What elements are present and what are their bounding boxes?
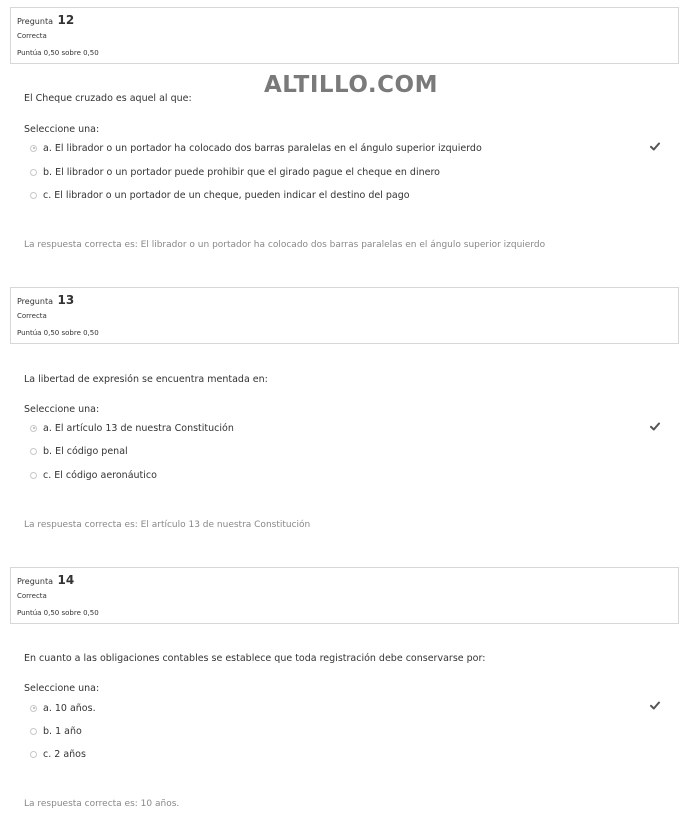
question-grade: Puntúa 0,50 sobre 0,50 — [17, 329, 99, 337]
radio-unchecked-icon[interactable] — [30, 169, 37, 176]
radio-checked-icon[interactable] — [30, 145, 37, 152]
option-label: a. 10 años. — [43, 702, 96, 714]
answer-option-12a[interactable] — [30, 141, 482, 155]
radio-unchecked-icon[interactable] — [30, 472, 37, 479]
question-number: 13 — [57, 293, 75, 307]
select-prompt-12: Seleccione una: — [24, 124, 100, 135]
answer-option-14c[interactable] — [30, 747, 86, 761]
radio-checked-icon[interactable] — [30, 705, 37, 712]
right-answer-13: La respuesta correcta es: El artículo 13 de nuestra Constitución — [24, 520, 311, 530]
radio-checked-icon[interactable] — [30, 425, 37, 432]
radio-unchecked-icon[interactable] — [30, 448, 37, 455]
right-answer-12: La respuesta correcta es: El librador o un portador ha colocado dos barras paralelas en el ángulo superior izquierdo — [24, 240, 546, 250]
check-icon — [650, 701, 660, 710]
option-label: a. El artículo 13 de nuestra Constitución — [43, 422, 234, 434]
question-state: Correcta — [17, 592, 47, 600]
radio-unchecked-icon[interactable] — [30, 751, 37, 758]
answer-option-12c[interactable] — [30, 188, 410, 202]
question-number: 12 — [57, 13, 75, 27]
question-label: Pregunta — [17, 297, 53, 306]
answer-option-12b[interactable] — [30, 165, 440, 179]
question-grade: Puntúa 0,50 sobre 0,50 — [17, 609, 99, 617]
question-text-12: El Cheque cruzado es aquel al que: — [24, 93, 192, 104]
option-label: c. 2 años — [43, 748, 86, 760]
option-label: a. El librador o un portador ha colocado dos barras paralelas en el ángulo superior izquierdo — [43, 142, 482, 154]
option-label: c. El código aeronáutico — [43, 469, 157, 481]
select-prompt-13: Seleccione una: — [24, 404, 100, 415]
question-info-13 — [10, 287, 679, 344]
answer-option-13c[interactable] — [30, 468, 157, 482]
radio-unchecked-icon[interactable] — [30, 192, 37, 199]
question-label: Pregunta — [17, 17, 53, 26]
select-prompt-14: Seleccione una: — [24, 683, 100, 694]
question-info-14 — [10, 567, 679, 624]
option-label: b. El librador o un portador puede prohibir que el girado pague el cheque en dinero — [43, 166, 440, 178]
option-label: b. El código penal — [43, 445, 128, 457]
answer-option-13a[interactable] — [30, 421, 234, 435]
question-text-13: La libertad de expresión se encuentra mentada en: — [24, 374, 268, 385]
answer-option-13b[interactable] — [30, 444, 128, 458]
radio-unchecked-icon[interactable] — [30, 728, 37, 735]
option-label: b. 1 año — [43, 725, 82, 737]
question-label: Pregunta — [17, 577, 53, 586]
right-answer-14: La respuesta correcta es: 10 años. — [24, 799, 180, 809]
check-icon — [650, 142, 660, 151]
question-info-12 — [10, 7, 679, 64]
question-state: Correcta — [17, 32, 47, 40]
option-label: c. El librador o un portador de un cheque, pueden indicar el destino del pago — [43, 189, 410, 201]
question-state: Correcta — [17, 312, 47, 320]
question-grade: Puntúa 0,50 sobre 0,50 — [17, 49, 99, 57]
watermark-text: ALTILLO.COM — [264, 72, 438, 98]
check-icon — [650, 422, 660, 431]
question-number: 14 — [57, 573, 75, 587]
answer-option-14b[interactable] — [30, 724, 82, 738]
question-text-14: En cuanto a las obligaciones contables se establece que toda registración debe conservarse por: — [24, 653, 486, 664]
answer-option-14a[interactable] — [30, 701, 96, 715]
